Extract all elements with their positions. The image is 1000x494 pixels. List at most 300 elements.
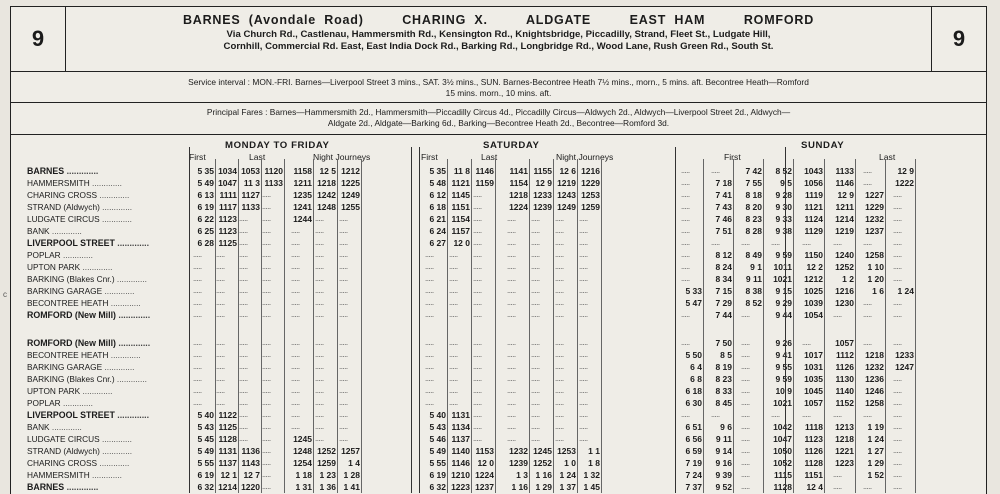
empty-cell-dots: ..... [507,226,516,235]
time-cell: 8 19 [715,362,732,372]
time-cell: 9 11 [745,274,762,284]
empty-cell-dots: ..... [507,250,516,259]
time-cell: 9 55 [775,362,792,372]
time-cell: 1 16 [511,482,528,492]
empty-cell-dots: ..... [579,298,588,307]
station-label: BANK [27,226,50,236]
empty-cell-dots: ..... [531,226,540,235]
empty-cell-dots: ..... [507,434,516,443]
empty-cell-dots: ..... [339,422,348,431]
time-cell: 6 24 [429,226,446,236]
empty-cell-dots: ..... [291,338,300,347]
time-cell: 6 51 [685,422,702,432]
title-charing-cross: CHARING X. [402,13,488,27]
time-cell: 1031 [804,362,823,372]
empty-cell-dots: ..... [262,374,271,383]
time-cell: 1222 [895,178,914,188]
empty-cell-dots: ..... [863,410,872,419]
time-cell: 1 2 [842,274,854,284]
leader-dots: ............. [60,398,93,408]
time-cell: 9 33 [775,214,792,224]
empty-cell-dots: ..... [291,386,300,395]
empty-cell-dots: ..... [833,482,842,491]
empty-cell-dots: ..... [262,214,271,223]
empty-cell-dots: ..... [193,374,202,383]
empty-cell-dots: ..... [741,410,750,419]
station-label: BARNES [27,482,65,492]
time-cell: 7 50 [715,338,732,348]
empty-cell-dots: ..... [771,238,780,247]
column-rule [337,159,338,493]
time-cell: 1146 [475,166,494,176]
empty-cell-dots: ..... [531,398,540,407]
time-cell: 1245 [533,446,552,456]
time-cell: 1233 [533,190,552,200]
time-cell: 11 8 [453,166,470,176]
time-cell: 1125 [218,422,237,432]
time-cell: 5 49 [429,446,446,456]
empty-cell-dots: ..... [681,226,690,235]
heading-saturday: SATURDAY [483,140,540,151]
empty-cell-dots: ..... [893,338,902,347]
time-cell: 6 59 [685,446,702,456]
time-cell: 1 52 [867,470,884,480]
time-cell: 9 28 [775,190,792,200]
time-cell: 1214 [218,482,237,492]
time-cell: 5 49 [197,446,214,456]
empty-cell-dots: ..... [216,262,225,271]
time-cell: 1213 [835,422,854,432]
time-cell: 1223 [451,482,470,492]
empty-cell-dots: ..... [741,238,750,247]
station-name [27,201,132,213]
empty-cell-dots: ..... [555,338,564,347]
leader-dots: ............. [97,458,130,468]
empty-cell-dots: ..... [507,386,516,395]
empty-cell-dots: ..... [579,410,588,419]
empty-cell-dots: ..... [555,286,564,295]
time-cell: 8 52 [745,298,762,308]
time-cell: 6 32 [197,482,214,492]
leader-dots: ............. [64,166,99,176]
empty-cell-dots: ..... [531,274,540,283]
empty-cell-dots: ..... [449,250,458,259]
time-cell: 1050 [773,446,792,456]
empty-cell-dots: ..... [193,250,202,259]
empty-cell-dots: ..... [239,362,248,371]
empty-cell-dots: ..... [216,310,225,319]
time-cell: 1248 [293,446,312,456]
empty-cell-dots: ..... [531,434,540,443]
empty-cell-dots: ..... [711,238,720,247]
route-number-left: 9 [11,7,66,71]
column-rule [703,159,704,493]
margin-mark: c [3,290,7,299]
time-cell: 6 8 [690,374,702,384]
leader-dots: ............. [114,374,147,384]
empty-cell-dots: ..... [555,410,564,419]
time-cell: 1232 [865,214,884,224]
empty-cell-dots: ..... [473,310,482,319]
leader-dots: ............. [102,286,135,296]
column-rule [577,159,578,493]
time-cell: 1240 [835,250,854,260]
empty-cell-dots: ..... [291,374,300,383]
empty-cell-dots: ..... [193,310,202,319]
time-cell: 8 45 [715,398,732,408]
time-cell: 1125 [218,238,237,248]
empty-cell-dots: ..... [863,482,872,491]
empty-cell-dots: ..... [893,190,902,199]
column-rule [447,159,448,493]
column-rule [189,147,190,493]
time-cell: 1230 [835,298,854,308]
time-cell: 1137 [451,434,470,444]
time-cell: 12 1 [220,470,237,480]
time-cell: 12 9 [837,190,854,200]
time-cell: 1119 [805,190,823,200]
divider [11,134,986,135]
empty-cell-dots: ..... [893,386,902,395]
empty-cell-dots: ..... [291,350,300,359]
time-cell: 8 24 [715,262,732,272]
leader-dots: ............. [114,238,150,248]
empty-cell-dots: ..... [425,338,434,347]
time-cell: 1224 [509,202,528,212]
time-cell: 1017 [804,350,823,360]
station-name [27,285,134,297]
column-rule [855,159,856,493]
column-rule [601,159,602,493]
empty-cell-dots: ..... [473,250,482,259]
heading-sunday: SUNDAY [801,140,845,151]
time-cell: 8 28 [745,226,762,236]
service-interval [17,77,980,98]
empty-cell-dots: ..... [262,190,271,199]
time-cell: 1218 [509,190,528,200]
time-cell: 7 41 [715,190,732,200]
empty-cell-dots: ..... [681,166,690,175]
station-name [27,469,122,481]
empty-cell-dots: ..... [893,238,902,247]
time-cell: 9 30 [775,202,792,212]
empty-cell-dots: ..... [681,310,690,319]
time-cell: 1252 [835,262,854,272]
time-cell: 11 3 [243,178,260,188]
station-label: STRAND (Aldwych) [27,202,100,212]
time-cell: 5 40 [429,410,446,420]
empty-cell-dots: ..... [449,386,458,395]
empty-cell-dots: ..... [425,250,434,259]
empty-cell-dots: ..... [339,262,348,271]
empty-cell-dots: ..... [507,298,516,307]
empty-cell-dots: ..... [291,226,300,235]
time-cell: 1043 [804,166,823,176]
empty-cell-dots: ..... [555,250,564,259]
empty-cell-dots: ..... [771,410,780,419]
time-cell: 1133 [264,178,283,188]
heading-monday-to-friday: MONDAY TO FRIDAY [225,140,330,151]
column-rule [553,159,554,493]
time-cell: 1244 [293,214,312,224]
empty-cell-dots: ..... [262,362,271,371]
empty-cell-dots: ..... [315,250,324,259]
subhead-monfri-night: Night Journeys [313,152,371,162]
leader-dots: ............. [99,434,132,444]
time-cell: 5 43 [197,422,214,432]
time-cell: 1042 [773,422,792,432]
time-cell: 12 2 [806,262,823,272]
time-cell: 1218 [865,350,884,360]
empty-cell-dots: ..... [239,410,248,419]
time-cell: 1 10 [867,262,884,272]
time-cell: 1242 [317,190,336,200]
title-aldgate: ALDGATE [525,13,592,27]
empty-cell-dots: ..... [262,286,271,295]
empty-cell-dots: ..... [339,410,348,419]
time-cell: 1052 [773,458,792,468]
time-cell: 1140 [451,446,470,456]
route-header [67,13,930,53]
empty-cell-dots: ..... [315,410,324,419]
time-cell: 9 16 [715,458,732,468]
empty-cell-dots: ..... [262,250,271,259]
time-cell: 6 19 [197,470,214,480]
time-cell: 1157 [451,226,470,236]
empty-cell-dots: ..... [802,410,811,419]
station-name [27,349,141,361]
column-rule [313,159,314,493]
empty-cell-dots: ..... [193,286,202,295]
time-cell: 1 29 [535,482,552,492]
time-cell: 1133 [241,202,260,212]
column-rule [284,159,285,493]
time-cell: 7 51 [715,226,732,236]
divider [11,71,986,72]
empty-cell-dots: ..... [681,178,690,187]
empty-cell-dots: ..... [681,202,690,211]
column-rule [915,159,916,493]
time-cell: 1258 [865,398,884,408]
leader-dots: ............. [80,386,113,396]
empty-cell-dots: ..... [741,386,750,395]
empty-cell-dots: ..... [507,262,516,271]
time-cell: 9 59 [775,374,792,384]
empty-cell-dots: ..... [741,470,750,479]
empty-cell-dots: ..... [425,274,434,283]
time-cell: 1255 [341,202,360,212]
station-label: LIVERPOOL STREET [27,238,115,248]
empty-cell-dots: ..... [579,386,588,395]
time-cell: 1158 [293,166,312,176]
empty-cell-dots: ..... [315,274,324,283]
empty-cell-dots: ..... [216,386,225,395]
time-cell: 1211 [835,202,854,212]
empty-cell-dots: ..... [507,338,516,347]
time-cell: 7 37 [685,482,702,492]
time-cell: 1035 [804,374,823,384]
time-cell: 1047 [218,178,237,188]
empty-cell-dots: ..... [425,386,434,395]
time-cell: 5 49 [197,178,214,188]
title-romford: ROMFORD [743,13,815,27]
time-cell: 1154 [451,214,470,224]
station-label: LUDGATE CIRCUS [27,214,100,224]
column-rule [793,159,794,493]
time-cell: 1224 [475,470,494,480]
empty-cell-dots: ..... [425,262,434,271]
empty-cell-dots: ..... [473,274,482,283]
leader-dots: ............. [49,226,82,236]
time-cell: 6 19 [429,470,446,480]
time-cell: 5 40 [197,410,214,420]
time-cell: 1053 [241,166,260,176]
time-cell: 8 12 [715,250,732,260]
time-cell: 12 0 [453,238,470,248]
empty-cell-dots: ..... [449,374,458,383]
time-cell: 1232 [509,446,528,456]
empty-cell-dots: ..... [262,470,271,479]
empty-cell-dots: ..... [531,350,540,359]
empty-cell-dots: ..... [339,286,348,295]
leader-dots: ............. [49,422,82,432]
station-name [27,213,132,225]
empty-cell-dots: ..... [262,226,271,235]
time-cell: 5 45 [197,434,214,444]
empty-cell-dots: ..... [893,250,902,259]
time-cell: 6 18 [429,202,446,212]
time-cell: 9 11 [715,434,732,444]
subhead-sun-last: Last [879,152,896,162]
empty-cell-dots: ..... [262,298,271,307]
time-cell: 1056 [804,178,823,188]
empty-cell-dots: ..... [833,410,842,419]
empty-cell-dots: ..... [473,362,482,371]
time-cell: 9 41 [775,350,792,360]
empty-cell-dots: ..... [579,374,588,383]
column-rule [763,159,764,493]
time-cell: 1021 [773,398,792,408]
empty-cell-dots: ..... [239,298,248,307]
time-cell: 7 55 [745,178,762,188]
station-label: CHARING CROSS [27,458,98,468]
empty-cell-dots: ..... [893,202,902,211]
station-name [27,177,122,189]
time-cell: 1219 [835,226,854,236]
time-cell: 1143 [241,458,260,468]
subhead-monfri-first: First [189,152,206,162]
empty-cell-dots: ..... [507,374,516,383]
station-name [27,361,134,373]
empty-cell-dots: ..... [239,274,248,283]
empty-cell-dots: ..... [833,238,842,247]
station-label: UPTON PARK [27,262,81,272]
empty-cell-dots: ..... [555,350,564,359]
empty-cell-dots: ..... [893,434,902,443]
time-cell: 1 27 [867,446,884,456]
empty-cell-dots: ..... [473,338,482,347]
station-name [27,225,82,237]
empty-cell-dots: ..... [893,470,902,479]
empty-cell-dots: ..... [711,410,720,419]
time-cell: 6 22 [197,214,214,224]
empty-cell-dots: ..... [531,286,540,295]
empty-cell-dots: ..... [473,410,482,419]
time-cell: 8 20 [745,202,762,212]
station-name [27,189,129,201]
time-cell: 1146 [835,178,854,188]
time-cell: 1045 [804,386,823,396]
empty-cell-dots: ..... [507,286,516,295]
empty-cell-dots: ..... [262,386,271,395]
time-cell: 8 34 [715,274,732,284]
time-cell: 5 35 [197,166,214,176]
empty-cell-dots: ..... [449,362,458,371]
station-name [27,249,93,261]
empty-cell-dots: ..... [216,250,225,259]
empty-cell-dots: ..... [315,310,324,319]
time-cell: 1 36 [319,482,336,492]
time-cell: 1252 [533,458,552,468]
time-cell: 1115 [774,470,792,480]
empty-cell-dots: ..... [262,446,271,455]
time-cell: 6 4 [690,362,702,372]
empty-cell-dots: ..... [555,226,564,235]
empty-cell-dots: ..... [216,350,225,359]
time-cell: 1212 [341,166,360,176]
subhead-monfri-last: Last [249,152,266,162]
time-cell: 1128 [218,434,237,444]
empty-cell-dots: ..... [893,310,902,319]
empty-cell-dots: ..... [315,362,324,371]
empty-cell-dots: ..... [193,338,202,347]
empty-cell-dots: ..... [425,350,434,359]
empty-cell-dots: ..... [315,350,324,359]
leader-dots: ............. [108,350,141,360]
time-cell: 5 43 [429,422,446,432]
empty-cell-dots: ..... [741,338,750,347]
empty-cell-dots: ..... [262,482,271,491]
empty-cell-dots: ..... [291,238,300,247]
empty-cell-dots: ..... [507,398,516,407]
empty-cell-dots: ..... [315,262,324,271]
empty-cell-dots: ..... [425,286,434,295]
time-cell: 8 5 [720,350,732,360]
station-name [27,261,112,273]
time-cell: 1121 [451,178,470,188]
empty-cell-dots: ..... [579,362,588,371]
empty-cell-dots: ..... [291,262,300,271]
empty-cell-dots: ..... [741,446,750,455]
time-cell: 1154 [509,178,528,188]
empty-cell-dots: ..... [473,238,482,247]
station-name [27,273,147,285]
empty-cell-dots: ..... [193,350,202,359]
time-cell: 1 16 [535,470,552,480]
service-interval-line-1: Service interval : MON.-FRI. Barnes—Liverpool Street 3 mins., SAT. 3½ mins., SUN. Barnes-Becontree Heath 7½ mins., morn., 5 mins. aft. Becontree Heath—Romford [188,77,809,87]
time-cell: 1159 [475,178,494,188]
time-cell: 7 44 [715,310,732,320]
empty-cell-dots: ..... [473,398,482,407]
time-cell: 7 19 [685,458,702,468]
time-cell: 7 18 [715,178,732,188]
time-cell: 1239 [509,458,528,468]
empty-cell-dots: ..... [291,286,300,295]
column-rule [529,159,530,493]
time-cell: 9 39 [715,470,732,480]
empty-cell-dots: ..... [449,262,458,271]
time-cell: 1151 [451,202,470,212]
